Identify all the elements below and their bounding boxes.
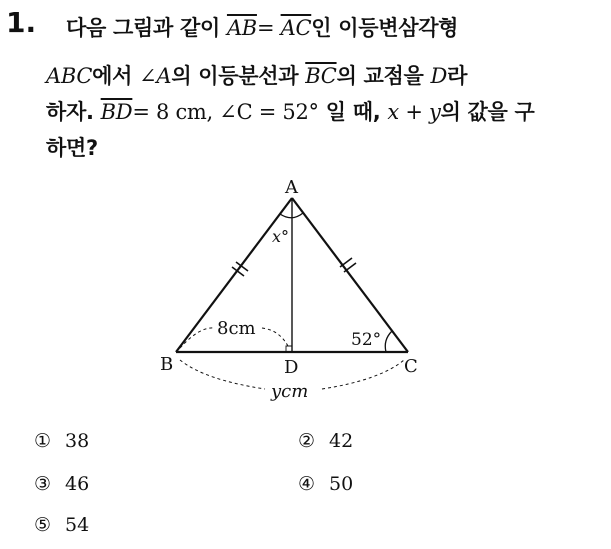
point-d: D	[430, 64, 448, 88]
dashed-arc-bd-right	[262, 328, 289, 348]
length-bc-label: ycm	[271, 381, 309, 402]
question-number: 1.	[6, 6, 37, 39]
equals-sign: =	[256, 16, 281, 40]
segment-ab: $\overline{AB}$	[226, 16, 257, 40]
vertex-c-label: C	[404, 356, 418, 377]
question-line-4: 하면?	[46, 136, 98, 160]
given-values: = 8 cm, ∠C = 52°	[132, 100, 319, 124]
question-text: 라	[447, 64, 468, 88]
choice-value: 50	[329, 473, 354, 495]
expression-x-plus-y: x + y	[387, 100, 441, 124]
vertex-a-label: A	[285, 177, 298, 198]
choice-2[interactable]	[298, 430, 353, 452]
question-text: 에서	[92, 64, 140, 88]
vertex-d-label: D	[284, 357, 299, 378]
question-text: 의 이등분선과	[171, 64, 306, 88]
question-text: 일 때,	[318, 100, 388, 124]
choice-4[interactable]	[298, 473, 353, 495]
angle-a: ∠A	[139, 64, 172, 88]
segment-bc: $\overline{BC}$	[305, 64, 337, 88]
question-text: 다음 그림과 같이	[66, 16, 227, 40]
question-text: 하자.	[46, 100, 101, 124]
choice-value: 42	[329, 430, 354, 452]
choice-value: 54	[65, 514, 90, 536]
angle-c-label: 52°	[351, 330, 382, 350]
dashed-arc-bc-left	[180, 360, 265, 389]
angle-x-label: x°	[272, 227, 290, 246]
segment-bd: $\overline{BD}$	[100, 100, 133, 124]
tick-marks-ac	[340, 258, 356, 272]
length-bd-label: 8cm	[217, 318, 256, 339]
choice-5[interactable]	[34, 514, 89, 536]
angle-arc-c	[385, 331, 392, 352]
choice-1[interactable]	[34, 430, 89, 452]
question-text: 인 이등변삼각형	[311, 16, 459, 40]
choice-3[interactable]	[34, 473, 89, 495]
choice-value: 46	[65, 473, 90, 495]
segment-ac: $\overline{AC}$	[280, 16, 312, 40]
side-ac	[292, 198, 408, 352]
vertex-b-label: B	[160, 354, 174, 375]
choice-marker: ④	[298, 473, 316, 495]
choice-marker: ③	[34, 473, 52, 495]
choice-marker: ②	[298, 430, 316, 452]
choice-value: 38	[65, 430, 90, 452]
dashed-arc-bc-right	[322, 360, 404, 389]
triangle-name: ABC	[46, 64, 93, 88]
choice-marker: ⑤	[34, 514, 52, 536]
question-text: 의 값을 구	[440, 100, 535, 124]
choice-marker: ①	[34, 430, 52, 452]
question-text: 의 교점을	[336, 64, 431, 88]
